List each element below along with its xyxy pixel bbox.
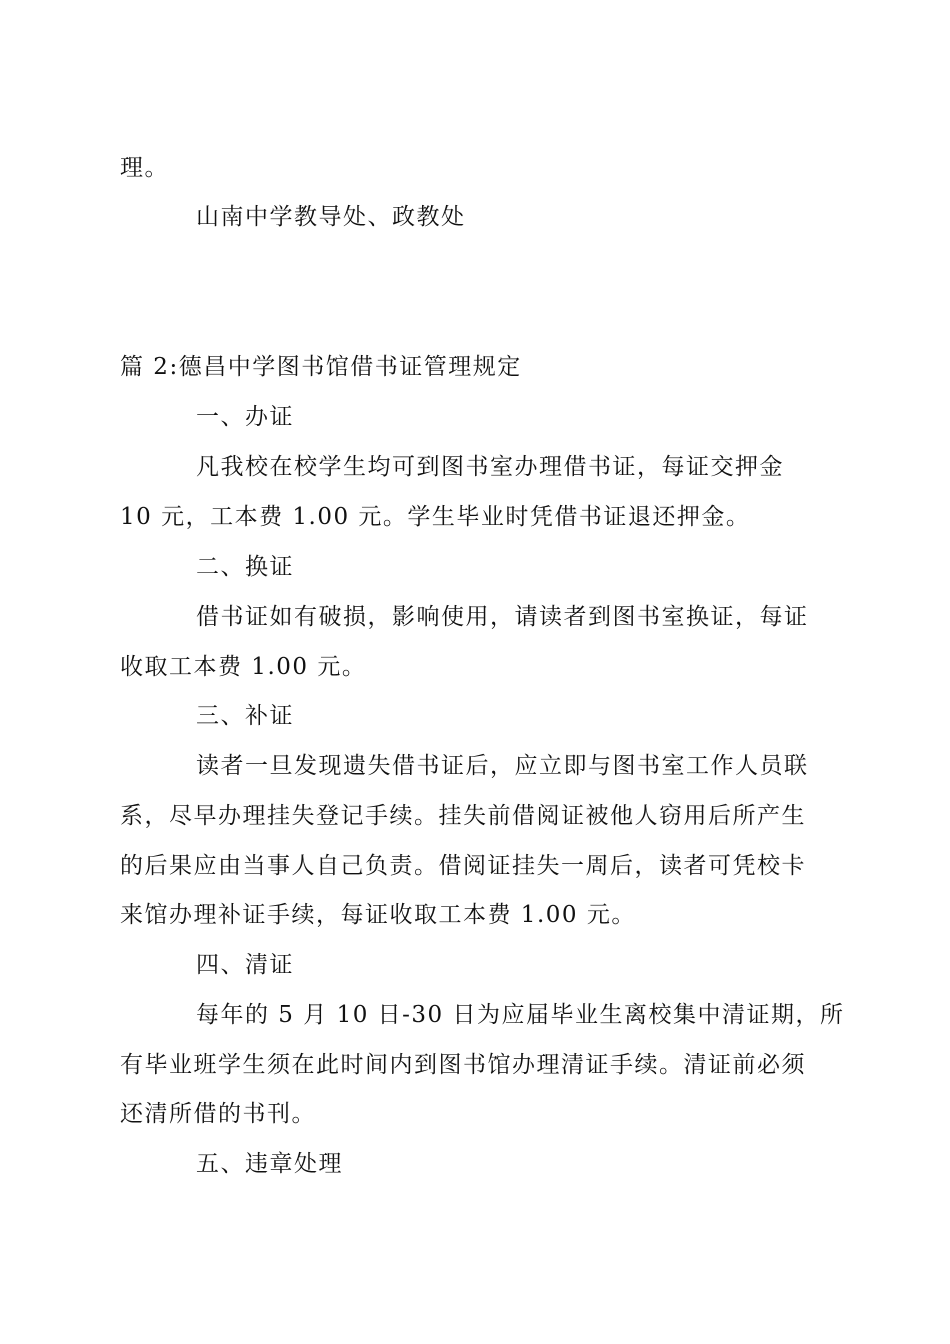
signature-line: 山南中学教导处、政教处 [196,204,466,230]
paragraph-line: 的后果应由当事人自己负责。借阅证挂失一周后，读者可凭校卡 [120,853,806,879]
heading-2: 二、换证 [196,554,294,580]
paragraph-line: 借书证如有破损，影响使用，请读者到图书室换证，每证 [196,604,809,630]
paragraph-line: 10 元，工本费 1.00 元。学生毕业时凭借书证退还押金。 [120,504,751,530]
heading-3: 三、补证 [196,703,294,729]
paragraph-line: 收取工本费 1.00 元。 [120,654,367,680]
paragraph-line: 来馆办理补证手续，每证收取工本费 1.00 元。 [120,902,636,928]
paragraph-line: 凡我校在校学生均可到图书室办理借书证，每证交押金 [196,454,784,480]
heading-4: 四、清证 [196,952,294,978]
section-title: 篇 2:德昌中学图书馆借书证管理规定 [120,354,522,380]
text-line: 理。 [120,155,169,181]
heading-1: 一、办证 [196,404,294,430]
paragraph-line: 读者一旦发现遗失借书证后，应立即与图书室工作人员联 [196,753,809,779]
heading-5: 五、违章处理 [196,1151,343,1177]
paragraph-line: 系，尽早办理挂失登记手续。挂失前借阅证被他人窃用后所产生 [120,803,806,829]
paragraph-line: 有毕业班学生须在此时间内到图书馆办理清证手续。清证前必须 [120,1052,806,1078]
paragraph-line: 还清所借的书刊。 [120,1101,316,1127]
paragraph-line: 每年的 5 月 10 日-30 日为应届毕业生离校集中清证期，所 [196,1002,845,1028]
